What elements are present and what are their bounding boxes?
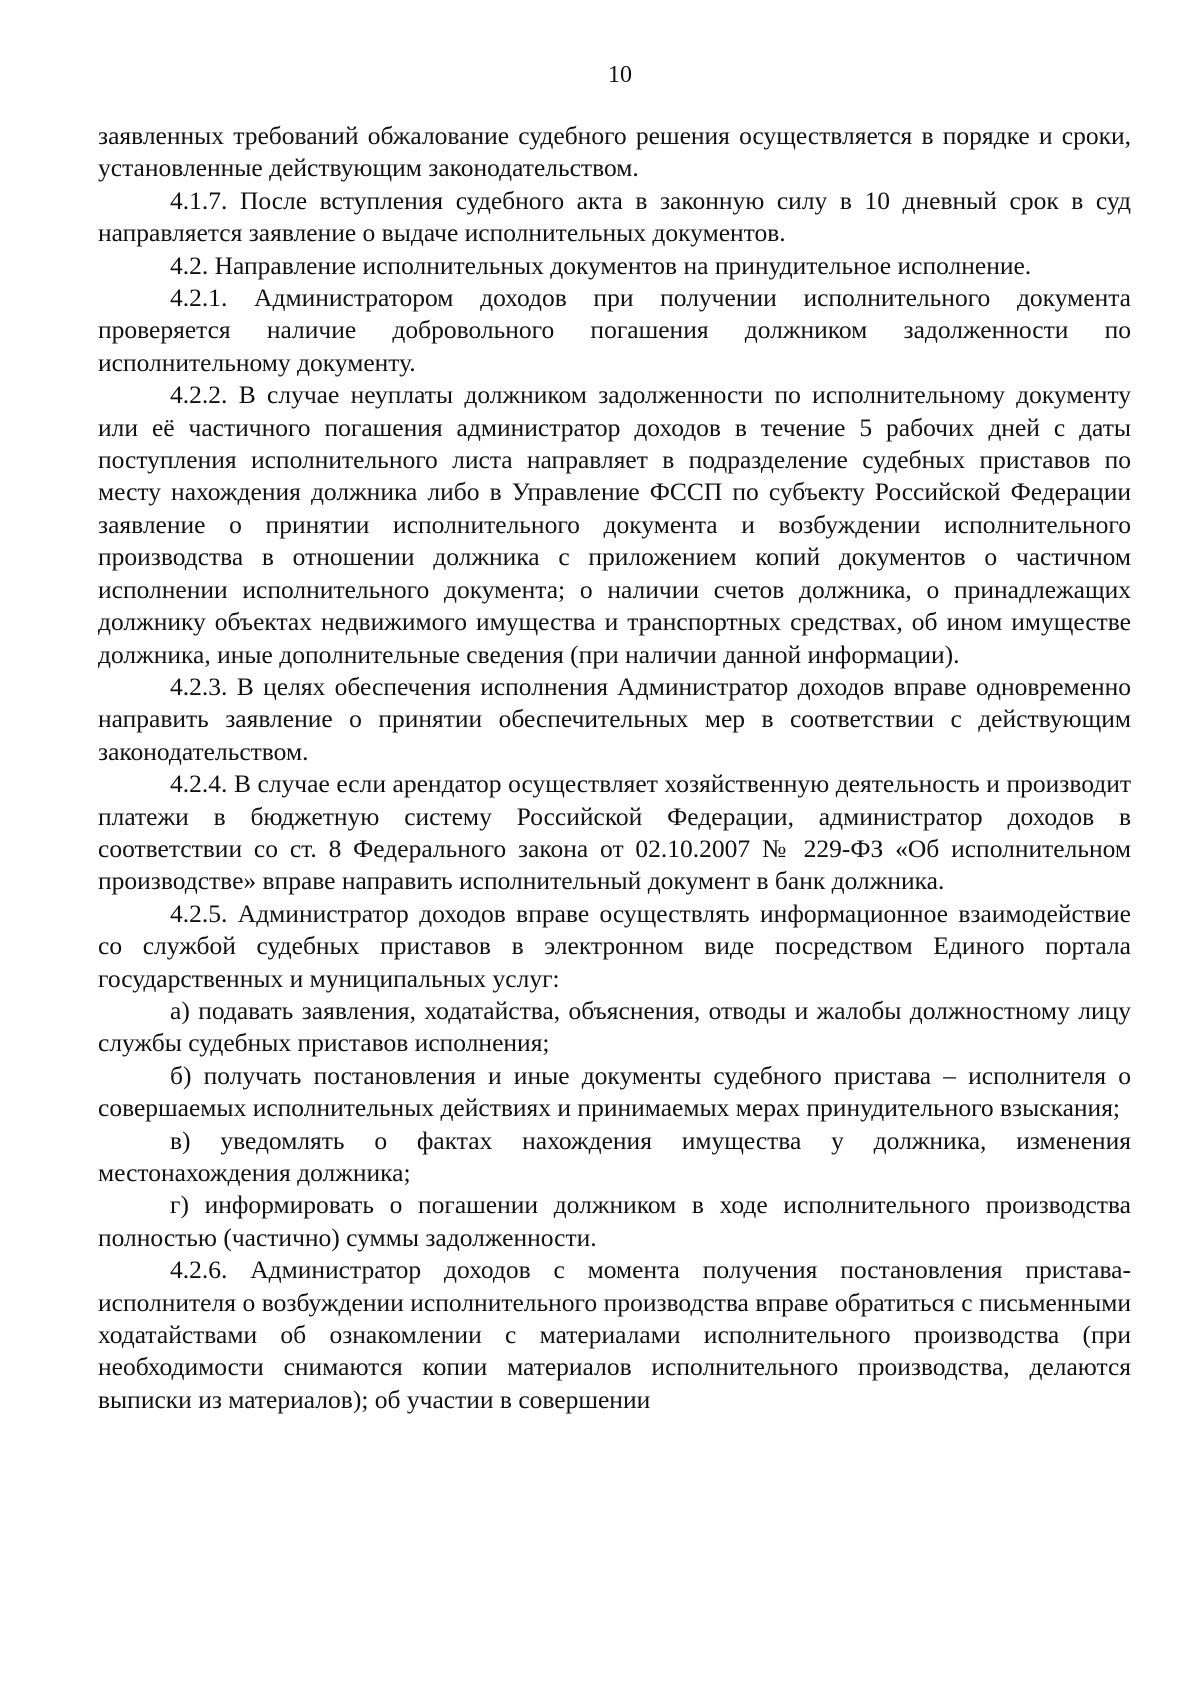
paragraph-4-2-4: 4.2.4. В случае если арендатор осуществляет хозяйственную деятельность и производит платежи в бюджетную систему Российской Федерации, администратор доходов в соответствии со ст. 8 Федерального закона от 02.10.2007 № 229-ФЗ «Об исполнительном производстве» вправе направить исполнительный документ в банк должника. (98, 769, 1131, 896)
list-item-g: г) информировать о погашении должником в ходе исполнительного производства полностью (частично) суммы задолженности. (98, 1190, 1131, 1252)
paragraph-4-2-1: 4.2.1. Администратором доходов при получении исполнительного документа проверяется наличие добровольного погашения должником задолженности по исполнительному документу. (98, 283, 1131, 377)
list-item-b: б) получать постановления и иные документы судебного пристава – исполнителя о совершаемых исполнительных действиях и принимаемых мерах принудительного взыскания; (98, 1060, 1131, 1123)
list-item-a: а) подавать заявления, ходатайства, объяснения, отводы и жалобы должностному лицу службы судебных приставов исполнения; (98, 995, 1131, 1058)
paragraph-4-2-3: 4.2.3. В целях обеспечения исполнения Администратор доходов вправе одновременно направить заявление о принятии обеспечительных мер в соответствии с действующим законодательством. (98, 671, 1131, 766)
paragraph-continuation: заявленных требований обжалование судебного решения осуществляется в порядке и сроки, установленные действующим законодательством. (98, 121, 1131, 183)
list-item-v: в) уведомлять о фактах нахождения имущества у должника, изменения местонахождения должника; (98, 1125, 1131, 1187)
paragraph-4-2-2: 4.2.2. В случае неуплаты должником задолженности по исполнительному документу или её частичного погашения администратор доходов в течение 5 рабочих дней с даты поступления исполнительного листа направляет в подразделение судебных приставов по месту нахождения должника либо в Управление ФССП по субъекту Российской Федерации заявление о принятии исполнительного документа и возбуждении исполнительного производства в отношении должника с приложением копий документов о частичном исполнении исполнительного документа; о наличии счетов должника, о принадлежащих должнику объектах недвижимого имущества и транспортных средствах, об ином имуществе должника, иные дополнительные сведения (при наличии данной информации). (98, 380, 1131, 669)
paragraph-4-1-7: 4.1.7. После вступления судебного акта в законную силу в 10 дневный срок в суд направляется заявление о выдаче исполнительных документов. (98, 185, 1131, 248)
paragraph-4-2-6: 4.2.6. Администратор доходов с момента получения постановления пристава-исполнителя о возбуждении исполнительного производства вправе обратиться с письменными ходатайствами об ознакомлении с материалами исполнительного производства (при необходимости снимаются копии материалов исполнительного производства, делаются выписки из материалов); об участии в совершении (98, 1255, 1131, 1414)
paragraph-4-2-5: 4.2.5. Администратор доходов вправе осуществлять информационное взаимодействие со службой судебных приставов в электронном виде посредством Единого портала государственных и муниципальных услуг: (98, 898, 1131, 993)
page-number: 10 (608, 62, 632, 88)
paragraph-4-2: 4.2. Направление исполнительных документов на принудительное исполнение. (170, 250, 1032, 280)
document-body (98, 120, 1131, 1416)
